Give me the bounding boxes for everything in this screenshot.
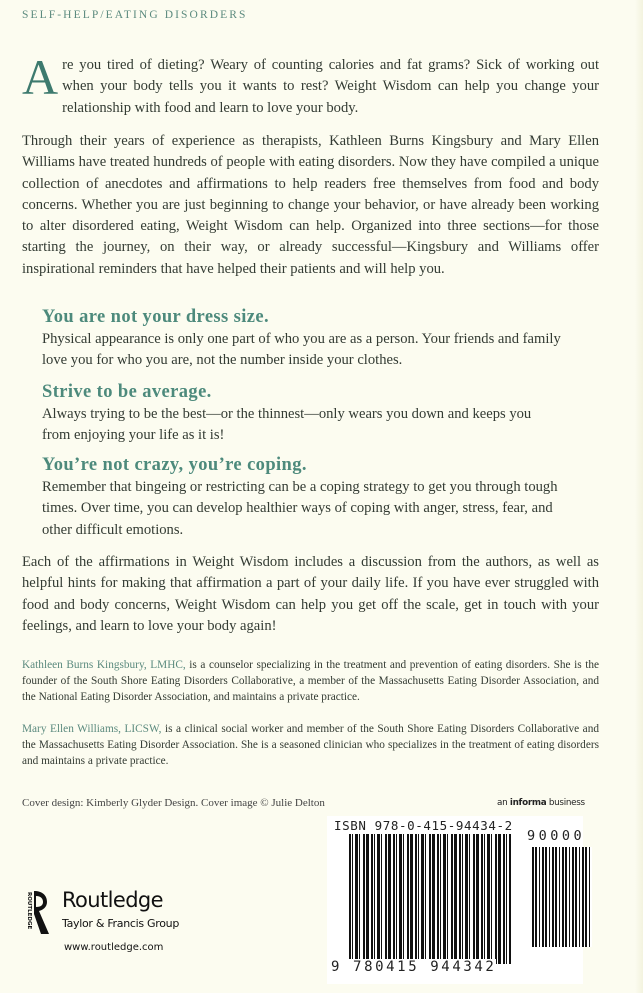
intro-paragraph: [22, 49, 599, 119]
price-code: 90000: [527, 828, 586, 844]
affirmation-heading: You’re not crazy, you’re coping.: [42, 455, 307, 475]
author-name: Mary Ellen Williams, LICSW,: [22, 723, 162, 735]
isbn-label: ISBN 978-0-415-94434-2: [334, 818, 513, 833]
author-bio-williams: [22, 721, 599, 770]
informa-post: business: [546, 798, 585, 808]
intro-text: re you tired of dieting? Weary of counting calories and fat grams? Sick of working out when your body tells you it wants to rest? Weight Wisdom can help you change your relationship with food and learn to love your body.: [62, 57, 599, 116]
affirmation-body: Always trying to be the best—or the thinnest—only wears you down and keeps you from enjoying your life as it is!: [42, 406, 532, 444]
publisher-url[interactable]: www.routledge.com: [64, 942, 164, 953]
isbn-barcode: [327, 816, 586, 984]
affirmation-heading: Strive to be average.: [42, 382, 212, 402]
informa-brand: informa: [509, 798, 547, 808]
author-name: Kathleen Burns Kingsbury, LMHC,: [22, 659, 186, 671]
logo-side-text: ROUTLEDGE: [26, 892, 32, 930]
affirmation-body: Physical appearance is only one part of who you are as a person. Your friends and family love you for who you are, not the number inside your clothes.: [42, 331, 561, 369]
cover-edge: [635, 0, 643, 993]
barcode-addon-bars-icon: [532, 847, 592, 947]
author-bio-kingsbury: [22, 657, 599, 706]
publisher-name: Routledge: [62, 888, 163, 912]
description-paragraph: Through their years of experience as therapists, Kathleen Burns Kingsbury and Mary Ellen Williams have treated hundreds of people with eating disorders. Now they have compiled a unique collection of anecdotes and affirmations to help readers free themselves from food and body concerns. Whether you are just beginning to change your behavior, or have already been working to alter disordered eating, Weight Wisdom can help. Organized into three sections—for those starting the journey, on their way, or already successful—Kingsbury and Williams offer inspirational reminders that have helped their patients and will help you.: [22, 133, 599, 277]
publisher-block: [22, 888, 222, 968]
routledge-logo-icon: [22, 890, 52, 936]
barcode-bars-icon: [349, 834, 511, 964]
author-bio-text: is a counselor specializing in the treatment and prevention of eating disorders. She is the founder of the South Shore Eating Disorders Collaborative, a member of the Massachusetts Eating Disorder Association, and the National Eating Disorder Association, and maintains a private practice.: [22, 659, 599, 704]
informa-pre: an: [497, 798, 510, 808]
affirmation-2: [42, 380, 562, 447]
cover-credit: Cover design: Kimberly Glyder Design. Cover image © Julie Delton: [22, 797, 325, 809]
affirmation-3: [42, 453, 562, 541]
affirmation-heading: You are not your dress size.: [42, 307, 270, 327]
category-label: SELF-HELP/EATING DISORDERS: [22, 9, 248, 21]
publisher-group: Taylor & Francis Group: [62, 917, 180, 930]
informa-tagline: [497, 798, 585, 808]
barcode-digits: 9 780415 944342: [331, 959, 497, 975]
affirmation-1: [42, 305, 562, 372]
author-bio-text: is a clinical social worker and member of the South Shore Eating Disorders Collaborative and the Massachusetts Eating Disorder Association. She is a seasoned clinician who specializes in the treatment of eating disorders and maintains a private practice.: [22, 723, 599, 768]
affirmation-body: Remember that bingeing or restricting can be a coping strategy to get you through tough times. Over time, you can develop healthier ways of coping with anger, stress, fear, and other difficult emotions.: [42, 479, 558, 538]
drop-cap: A: [22, 49, 59, 105]
closing-paragraph: Each of the affirmations in Weight Wisdom includes a discussion from the authors, as well as helpful hints for making that affirmation a part of your daily life. If you have ever struggled with food and body concerns, Weight Wisdom can help you get off the scale, get in touch with your feelings, and learn to love your body again!: [22, 554, 599, 634]
